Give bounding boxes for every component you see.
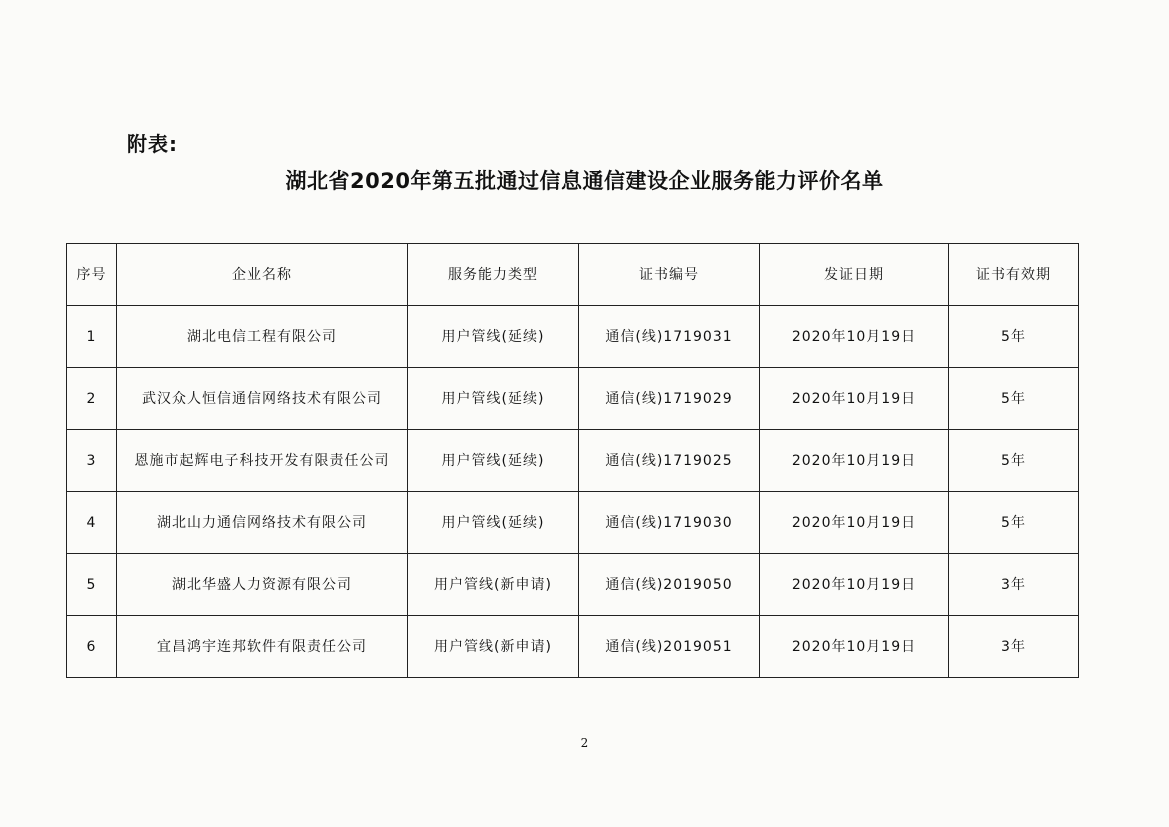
cell-cert-no: 通信(线)1719030 (579, 492, 760, 554)
cell-company: 湖北山力通信网络技术有限公司 (117, 492, 408, 554)
page-number: 2 (580, 736, 589, 750)
cell-seq: 3 (67, 430, 117, 492)
cell-issue-date: 2020年10月19日 (760, 492, 949, 554)
header-issue-date: 发证日期 (760, 244, 949, 306)
cell-service-type: 用户管线(延续) (408, 430, 579, 492)
cell-company: 恩施市起辉电子科技开发有限责任公司 (117, 430, 408, 492)
enterprise-list-table (66, 243, 1079, 678)
cell-service-type: 用户管线(延续) (408, 306, 579, 368)
table-row (67, 430, 1079, 492)
cell-seq: 1 (67, 306, 117, 368)
cell-validity: 5年 (949, 368, 1079, 430)
table-row (67, 492, 1079, 554)
cell-validity: 5年 (949, 492, 1079, 554)
cell-seq: 2 (67, 368, 117, 430)
cell-issue-date: 2020年10月19日 (760, 430, 949, 492)
cell-company: 湖北电信工程有限公司 (117, 306, 408, 368)
cell-validity: 5年 (949, 306, 1079, 368)
cell-company: 湖北华盛人力资源有限公司 (117, 554, 408, 616)
header-seq: 序号 (67, 244, 117, 306)
header-validity: 证书有效期 (949, 244, 1079, 306)
cell-company: 宜昌鸿宇连邦软件有限责任公司 (117, 616, 408, 678)
cell-validity: 3年 (949, 554, 1079, 616)
table-row (67, 306, 1079, 368)
table-row (67, 368, 1079, 430)
cell-cert-no: 通信(线)1719025 (579, 430, 760, 492)
cell-validity: 3年 (949, 616, 1079, 678)
cell-issue-date: 2020年10月19日 (760, 554, 949, 616)
cell-service-type: 用户管线(延续) (408, 492, 579, 554)
appendix-label: 附表: (127, 132, 178, 156)
cell-issue-date: 2020年10月19日 (760, 616, 949, 678)
header-service-type: 服务能力类型 (408, 244, 579, 306)
header-cert-no: 证书编号 (579, 244, 760, 306)
cell-service-type: 用户管线(新申请) (408, 616, 579, 678)
table-header-row (67, 244, 1079, 306)
table-row (67, 554, 1079, 616)
cell-cert-no: 通信(线)2019051 (579, 616, 760, 678)
cell-cert-no: 通信(线)2019050 (579, 554, 760, 616)
cell-seq: 5 (67, 554, 117, 616)
cell-validity: 5年 (949, 430, 1079, 492)
cell-seq: 4 (67, 492, 117, 554)
cell-company: 武汉众人恒信通信网络技术有限公司 (117, 368, 408, 430)
cell-issue-date: 2020年10月19日 (760, 306, 949, 368)
cell-cert-no: 通信(线)1719031 (579, 306, 760, 368)
cell-service-type: 用户管线(延续) (408, 368, 579, 430)
cell-service-type: 用户管线(新申请) (408, 554, 579, 616)
cell-cert-no: 通信(线)1719029 (579, 368, 760, 430)
table-row (67, 616, 1079, 678)
cell-seq: 6 (67, 616, 117, 678)
document-title: 湖北省2020年第五批通过信息通信建设企业服务能力评价名单 (285, 169, 884, 193)
header-company: 企业名称 (117, 244, 408, 306)
cell-issue-date: 2020年10月19日 (760, 368, 949, 430)
